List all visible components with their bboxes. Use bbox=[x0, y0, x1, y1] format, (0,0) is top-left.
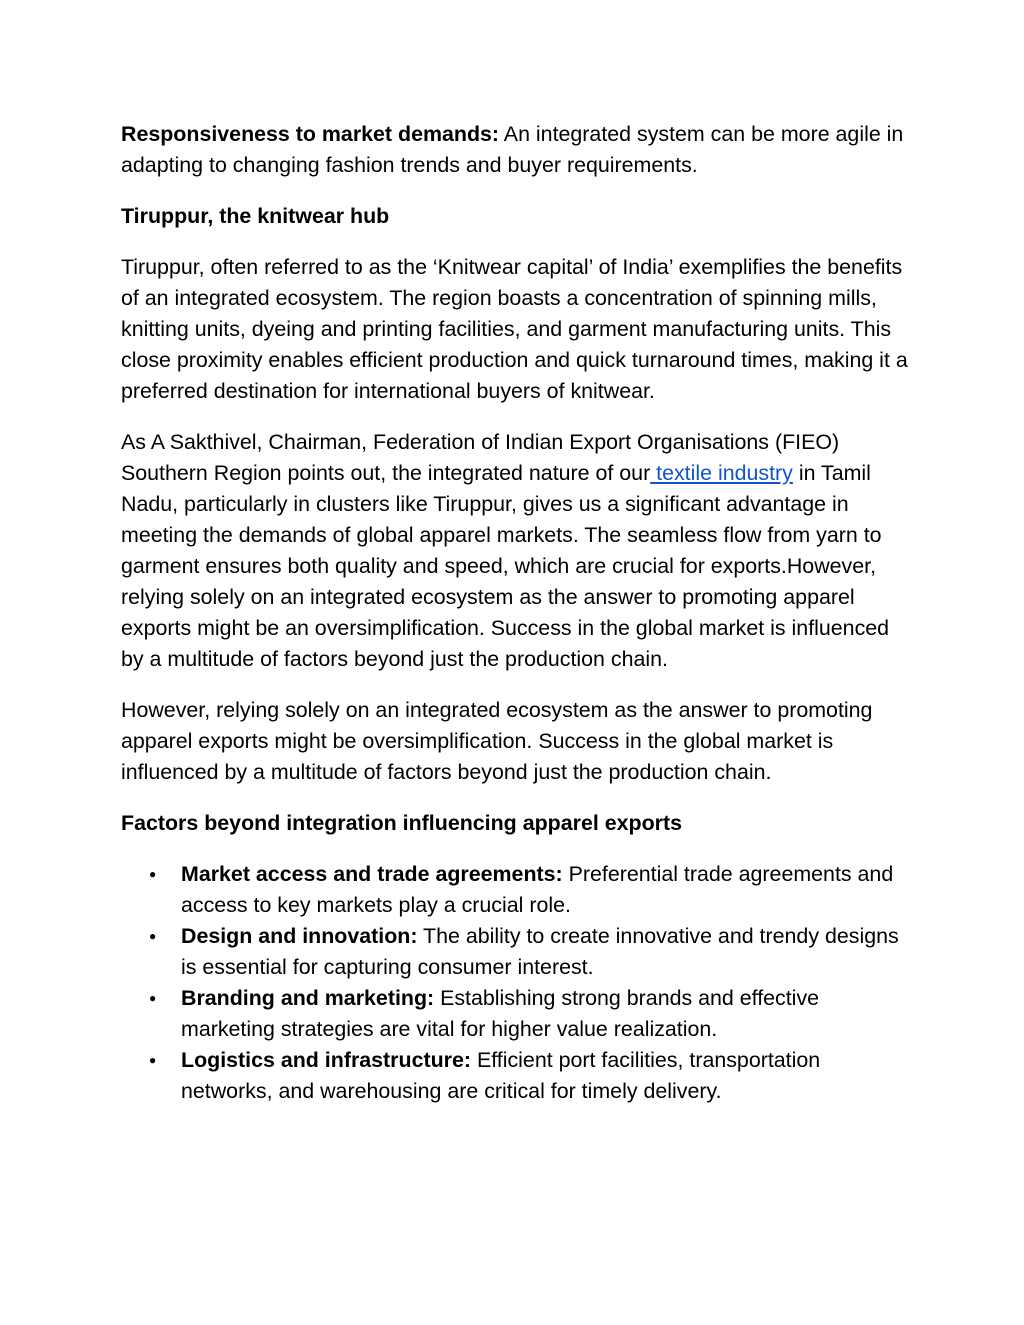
intro-lead: Responsiveness to market demands: bbox=[121, 122, 500, 146]
list-item-term: Market access and trade agreements: bbox=[181, 862, 563, 886]
list-item-desc: Establishing strong brands and effective marketing strategies are vital for higher value realization. bbox=[181, 986, 820, 1041]
list-item-term: Logistics and infrastructure: bbox=[181, 1048, 472, 1072]
list-item-desc: Preferential trade agreements and access to key markets play a crucial role. bbox=[181, 862, 894, 917]
list-item-desc: The ability to create innovative and trendy designs is essential for capturing consumer interest. bbox=[181, 924, 899, 979]
list-item bbox=[181, 1045, 911, 1107]
sakthivel-text-before: As A Sakthivel, Chairman, Federation of Indian Export Organisations (FIEO) Southern Region points out, the integrated nature of our bbox=[121, 430, 840, 485]
list-item bbox=[181, 859, 911, 921]
list-item-term: Design and innovation: bbox=[181, 924, 418, 948]
oversimplification-paragraph: However, relying solely on an integrated ecosystem as the answer to promoting apparel exports might be oversimplification. Success in the global market is influenced by a multitude of factors beyond just the production chain. bbox=[121, 698, 873, 784]
intro-text: An integrated system can be more agile in adapting to changing fashion trends and buyer requirements. bbox=[121, 122, 904, 177]
list-item-desc: Efficient port facilities, transportation networks, and warehousing are critical for timely delivery. bbox=[181, 1048, 821, 1103]
list-item-term: Branding and marketing: bbox=[181, 986, 435, 1010]
intro-paragraph bbox=[121, 119, 911, 181]
sakthivel-text-after: in Tamil Nadu, particularly in clusters like Tiruppur, gives us a significant advantage in meeting the demands of global apparel markets. The seamless flow from yarn to garment ensures both quality and speed, which are crucial for exports.However, relying solely on an integrated ecosystem as the answer to promoting apparel exports might be an oversimplification. Success in the global market is influenced by a multitude of factors beyond just the production chain. bbox=[121, 461, 890, 671]
list-item bbox=[181, 983, 911, 1045]
textile-industry-link[interactable]: textile industry bbox=[650, 461, 793, 485]
sakthivel-paragraph bbox=[121, 427, 911, 675]
list-item bbox=[181, 921, 911, 983]
tiruppur-paragraph: Tiruppur, often referred to as the ‘Knitwear capital’ of India’ exemplifies the benefits of an integrated ecosystem. The region boasts a concentration of spinning mills, knitting units, dyeing and printing facilities, and garment manufacturing units. This close proximity enables efficient production and quick turnaround times, making it a preferred destination for international buyers of knitwear. bbox=[121, 255, 908, 403]
section-heading-tiruppur: Tiruppur, the knitwear hub bbox=[121, 204, 390, 228]
document-page bbox=[121, 119, 911, 1107]
factors-list bbox=[121, 859, 911, 1107]
section-heading-factors: Factors beyond integration influencing apparel exports bbox=[121, 811, 682, 835]
